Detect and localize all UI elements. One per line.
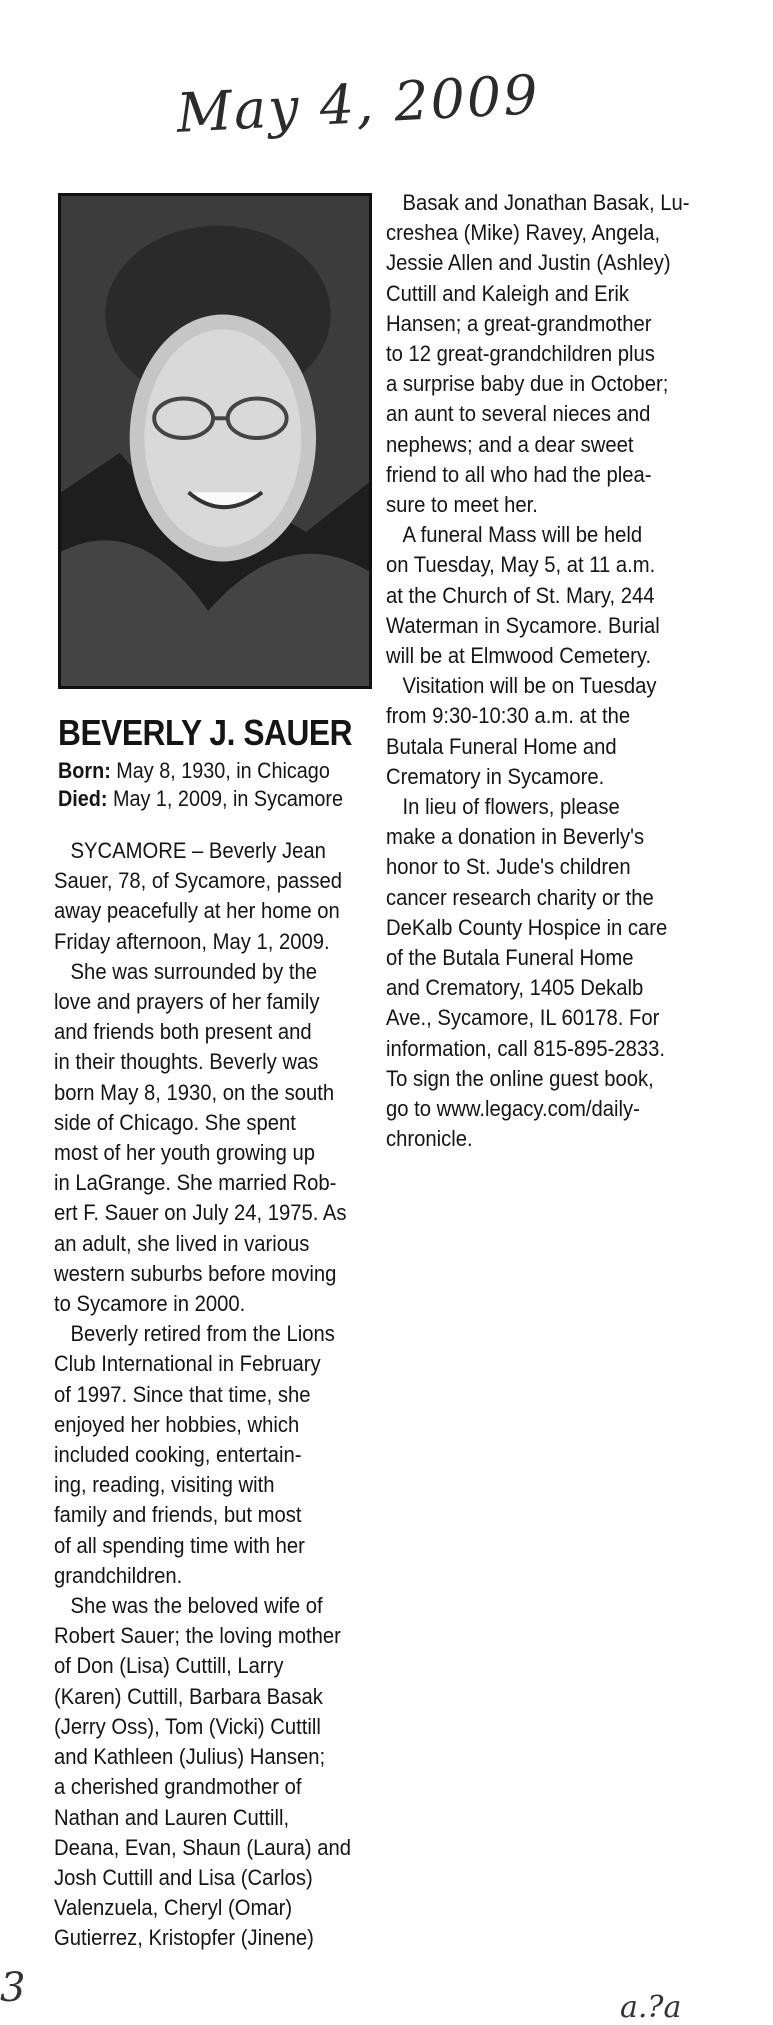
text-line: honor to St. Jude's children	[386, 854, 631, 880]
text-line: She was the beloved wife of	[70, 1593, 323, 1619]
text-line: at the Church of St. Mary, 244	[386, 582, 655, 608]
born-value: May 8, 1930, in Chicago	[116, 758, 330, 783]
text-line: (Karen) Cuttill, Barbara Basak	[54, 1683, 323, 1709]
text-line: born May 8, 1930, on the south	[54, 1079, 335, 1105]
text-line: enjoyed her hobbies, which	[54, 1411, 300, 1437]
text-line: make a donation in Beverly's	[386, 824, 645, 850]
text-line: Waterman in Sycamore. Burial	[386, 612, 660, 638]
born-line	[58, 758, 330, 784]
died-line	[58, 786, 343, 812]
text-line: (Jerry Oss), Tom (Vicki) Cuttill	[54, 1713, 321, 1739]
obituary-left-column	[54, 836, 377, 1954]
text-line: on Tuesday, May 5, at 11 a.m.	[386, 552, 656, 578]
text-line: and Kathleen (Julius) Hansen;	[54, 1744, 326, 1770]
text-line: Deana, Evan, Shaun (Laura) and	[54, 1834, 352, 1860]
text-line: to Sycamore in 2000.	[54, 1291, 246, 1317]
text-line: information, call 815-895-2833.	[386, 1035, 666, 1061]
text-line: Crematory in Sycamore.	[386, 763, 605, 789]
text-line: To sign the online guest book,	[386, 1065, 654, 1091]
text-line: an aunt to several nieces and	[386, 401, 651, 427]
text-line: ing, reading, visiting with	[54, 1472, 275, 1498]
handwritten-date: May 4, 2009	[175, 62, 542, 145]
born-label: Born:	[58, 758, 111, 783]
text-line: SYCAMORE – Beverly Jean	[70, 838, 326, 863]
text-line: from 9:30-10:30 a.m. at the	[386, 703, 631, 729]
paragraph	[386, 671, 716, 792]
text-line: away peacefully at her home on	[54, 898, 340, 924]
text-line: Friday afternoon, May 1, 2009.	[54, 928, 330, 954]
paragraph	[54, 957, 377, 1319]
text-line: of the Butala Funeral Home	[386, 945, 634, 971]
paragraph	[54, 1591, 377, 1953]
text-line: In lieu of flowers, please	[402, 794, 620, 820]
text-line: go to www.legacy.com/daily-	[386, 1096, 640, 1122]
obituary-right-column	[386, 188, 716, 1155]
text-line: to 12 great-grandchildren plus	[386, 341, 655, 367]
text-line: chronicle.	[386, 1126, 473, 1152]
paragraph	[386, 520, 716, 671]
corner-mark-bottom-right: a.?a	[620, 1990, 682, 2025]
text-line: cancer research charity or the	[386, 884, 654, 910]
paragraph	[54, 836, 377, 957]
text-line: grandchildren.	[54, 1562, 183, 1588]
text-line: Visitation will be on Tuesday	[402, 673, 657, 699]
text-line: Jessie Allen and Justin (Ashley)	[386, 250, 671, 276]
text-line: in LaGrange. She married Rob-	[54, 1170, 337, 1196]
text-line: sure to meet her.	[386, 492, 538, 518]
text-line: ert F. Sauer on July 24, 1975. As	[54, 1200, 347, 1226]
text-line: creshea (Mike) Ravey, Angela,	[386, 220, 661, 246]
died-label: Died:	[58, 786, 108, 811]
text-line: Sauer, 78, of Sycamore, passed	[54, 868, 343, 894]
text-line: Valenzuela, Cheryl (Omar)	[54, 1895, 293, 1921]
paragraph	[386, 792, 716, 1154]
text-line: Robert Sauer; the loving mother	[54, 1623, 341, 1649]
text-line: of 1997. Since that time, she	[54, 1381, 311, 1407]
text-line: western suburbs before moving	[54, 1260, 337, 1286]
text-line: family and friends, but most	[54, 1502, 302, 1528]
corner-mark-bottom-left: 3	[0, 1965, 26, 2011]
paragraph	[54, 1319, 377, 1591]
text-line: a cherished grandmother of	[54, 1774, 302, 1800]
text-line: friend to all who had the plea-	[386, 461, 652, 487]
text-line: Nathan and Lauren Cuttill,	[54, 1804, 290, 1830]
text-line: Gutierrez, Kristopfer (Jinene)	[54, 1925, 314, 1951]
portrait-photo	[58, 193, 372, 689]
text-line: DeKalb County Hospice in care	[386, 914, 668, 940]
text-line: most of her youth growing up	[54, 1140, 316, 1166]
text-line: included cooking, entertain-	[54, 1442, 302, 1468]
paragraph	[386, 188, 716, 520]
text-line: A funeral Mass will be held	[402, 522, 643, 548]
text-line: of Don (Lisa) Cuttill, Larry	[54, 1653, 284, 1679]
died-value: May 1, 2009, in Sycamore	[113, 786, 344, 811]
text-line: Cuttill and Kaleigh and Erik	[386, 280, 630, 306]
text-line: Butala Funeral Home and	[386, 733, 617, 759]
text-line: Josh Cuttill and Lisa (Carlos)	[54, 1864, 313, 1890]
deceased-name: BEVERLY J. SAUER	[58, 712, 353, 753]
text-line: Basak and Jonathan Basak, Lu-	[402, 190, 690, 215]
text-line: Beverly retired from the Lions	[70, 1321, 335, 1347]
text-line: She was surrounded by the	[70, 958, 317, 984]
text-line: Hansen; a great-grandmother	[386, 310, 652, 336]
text-line: an adult, she lived in various	[54, 1230, 310, 1256]
text-line: and friends both present and	[54, 1019, 312, 1045]
text-line: Club International in February	[54, 1351, 321, 1377]
text-line: will be at Elmwood Cemetery.	[386, 643, 652, 669]
text-line: of all spending time with her	[54, 1532, 305, 1558]
text-line: a surprise baby due in October;	[386, 371, 669, 397]
text-line: Ave., Sycamore, IL 60178. For	[386, 1005, 660, 1031]
text-line: love and prayers of her family	[54, 989, 320, 1015]
text-line: in their thoughts. Beverly was	[54, 1049, 319, 1075]
text-line: and Crematory, 1405 Dekalb	[386, 975, 644, 1001]
text-line: nephews; and a dear sweet	[386, 431, 634, 457]
text-line: side of Chicago. She spent	[54, 1109, 296, 1135]
portrait-illustration	[61, 196, 369, 686]
